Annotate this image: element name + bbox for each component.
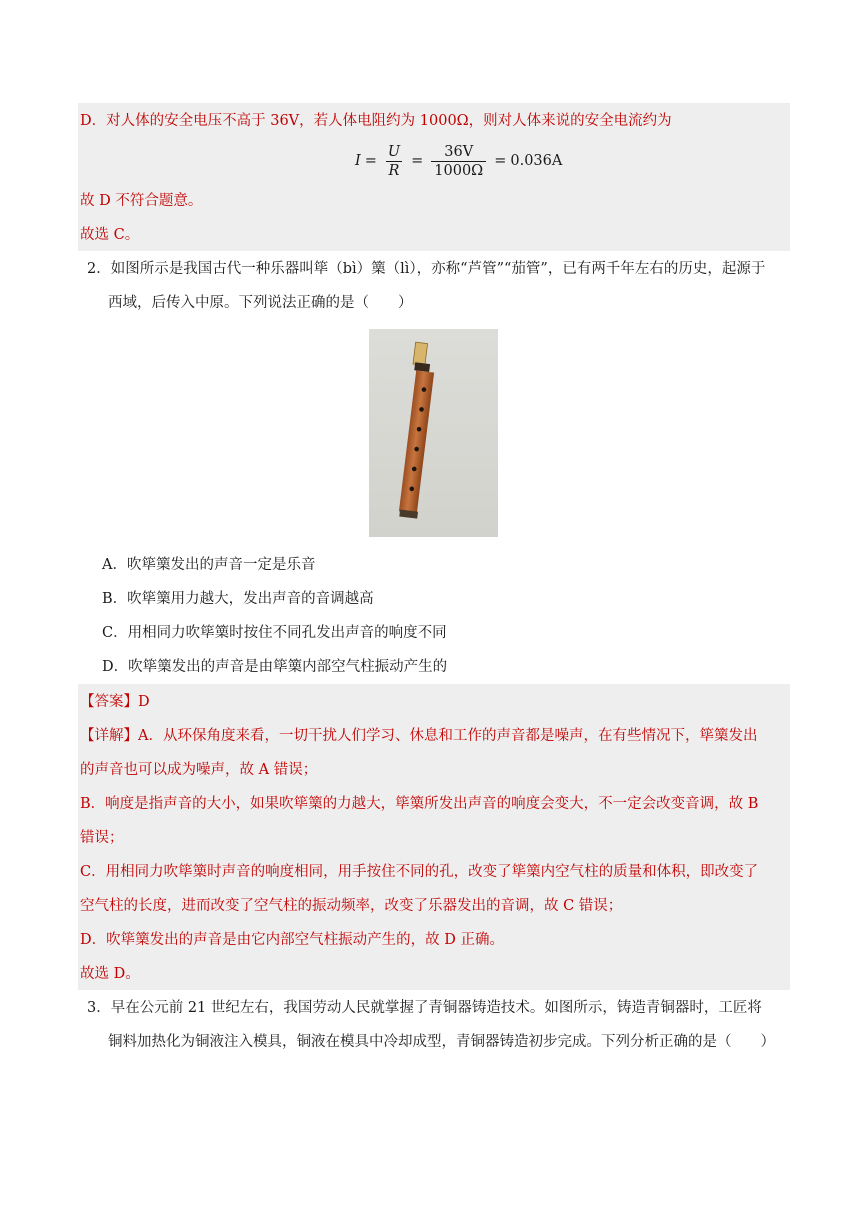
- current-formula: I = $\frac{U}{R}$ = $\frac{36V}{1000\Omega}$ = 0.036A: [355, 143, 563, 179]
- q2-detail-line7: D．吹筚篥发出的声音是由它内部空气柱振动产生的，故 D 正确。: [80, 932, 504, 948]
- q2-option-b: B．吹筚篥用力越大，发出声音的音调越高: [102, 591, 374, 607]
- q2-detail-line1: 【详解】A．从环保角度来看，一切干扰人们学习、休息和工作的声音都是噪声，在有些情况下，筚篥发出: [80, 728, 758, 744]
- q1-conclusion: 故 D 不符合题意。: [80, 193, 203, 209]
- q3-stem-line2: 铜料加热化为铜液注入模具，铜液在模具中冷却成型，青铜器铸造初步完成。下列分析正确的是（ ）: [108, 1034, 775, 1050]
- q2-option-c: C．用相同力吹筚篥时按住不同孔发出声音的响度不同: [102, 625, 447, 641]
- q2-detail-line5: C．用相同力吹筚篥时声音的响度相同，用手按住不同的孔，改变了筚篥内空气柱的质量和体积，即改变了: [80, 864, 759, 880]
- formula-fraction-symbolic: $\frac{U}{R}$: [385, 143, 403, 180]
- q2-stem-line2: 西域，后传入中原。下列说法正确的是（ ）: [108, 295, 413, 311]
- formula-lhs: I: [355, 153, 361, 169]
- q1-option-d-explanation: D．对人体的安全电压不高于 36V，若人体电阻约为 1000Ω，则对人体来说的安全电流约为: [80, 113, 672, 129]
- bili-instrument-photo: [369, 329, 498, 537]
- formula-fraction-numeric: $\frac{36V}{1000\Omega}$: [431, 143, 486, 180]
- q2-detail-line2: 的声音也可以成为噪声，故 A 错误；: [80, 762, 318, 778]
- q2-answer: 【答案】D: [80, 694, 150, 710]
- q2-option-d: D．吹筚篥发出的声音是由筚篥内部空气柱振动产生的: [102, 659, 448, 675]
- q2-detail-line3: B．响度是指声音的大小，如果吹筚篥的力越大，筚篥所发出声音的响度会变大，不一定会改变音调，故 B: [80, 796, 759, 812]
- q2-detail-line6: 空气柱的长度，进而改变了空气柱的振动频率，改变了乐器发出的音调，故 C 错误；: [80, 898, 623, 914]
- q2-detail-line4: 错误；: [80, 830, 124, 846]
- q2-stem-line1: 2．如图所示是我国古代一种乐器叫筚（bì）篥（lì），亦称“芦管”“茄管”，已有两千年左右的历史，起源于: [87, 261, 766, 277]
- q2-choice: 故选 D。: [80, 966, 140, 982]
- q2-option-a: A．吹筚篥发出的声音一定是乐音: [102, 557, 316, 573]
- q3-stem-line1: 3．早在公元前 21 世纪左右，我国劳动人民就掌握了青铜器铸造技术。如图所示，铸造青铜器时，工匠将: [87, 1000, 762, 1016]
- formula-result: 0.036A: [510, 153, 563, 169]
- bili-instrument-image: [369, 329, 498, 537]
- q1-choice: 故选 C。: [80, 227, 140, 243]
